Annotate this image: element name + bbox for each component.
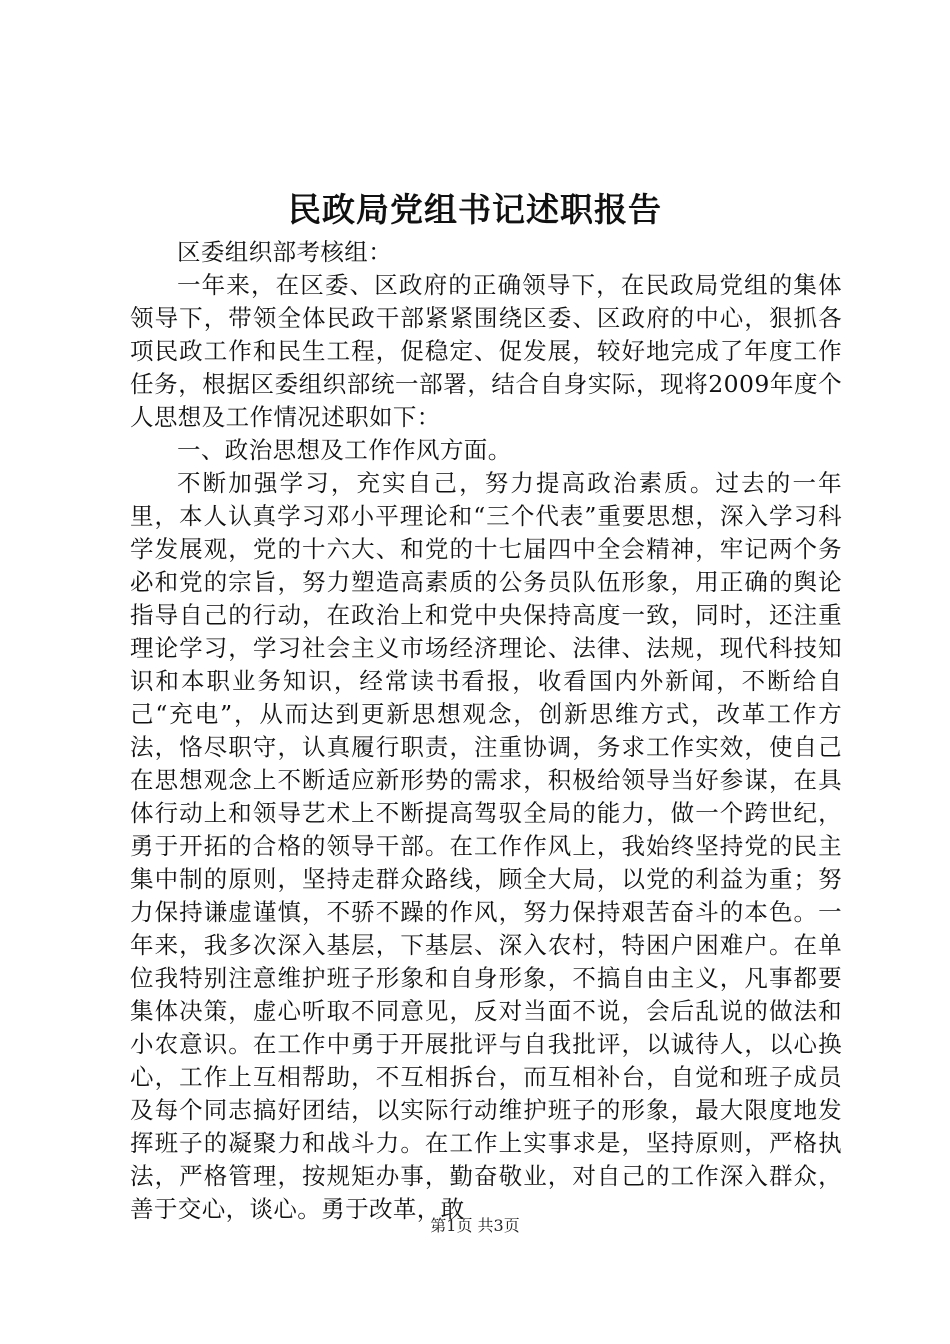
- intro-paragraph: 一年来，在区委、区政府的正确领导下，在民政局党组的集体领导下，带领全体民政干部紧紧围绕区委、区政府的中心，狠抓各项民政工作和民生工程，促稳定、促发展，较好地完成了年度工作任务，根据区委组织部统一部署，结合自身实际，现将2009年度个人思想及工作情况述职如下：: [130, 271, 842, 431]
- body-paragraph: 不断加强学习，充实自己，努力提高政治素质。过去的一年里，本人认真学习邓小平理论和“三个代表”重要思想，深入学习科学发展观，党的十六大、和党的十七届四中全会精神，牢记两个务必和党的宗旨，努力塑造高素质的公务员队伍形象，用正确的舆论指导自己的行动，在政治上和党中央保持高度一致，同时，还注重理论学习，学习社会主义市场经济理论、法律、法规，现代科技知识和本职业务知识，经常读书看报，收看国内外新闻，不断给自己“充电”，从而达到更新思想观念，创新思维方式，改革工作方法，恪尽职守，认真履行职责，注重协调，务求工作实效，使自己在思想观念上不断适应新形势的需求，积极给领导当好参谋，在具体行动上和领导艺术上不断提高驾驭全局的能力，做一个跨世纪，勇于开拓的合格的领导干部。在工作作风上，我始终坚持党的民主集中制的原则，坚持走群众路线，顾全大局，以党的利益为重；努力保持谦虚谨慎，不骄不躁的作风，努力保持艰苦奋斗的本色。一年来，我多次深入基层，下基层、深入农村，特困户困难户。在单位我特别注意维护班子形象和自身形象，不搞自由主义，凡事都要集体决策，虚心听取不同意见，反对当面不说，会后乱说的做法和小农意识。在工作中勇于开展批评与自我批评，以诚待人，以心换心，工作上互相帮助，不互相拆台，而互相补台，自觉和班子成员及每个同志搞好团结，以实际行动维护班子的形象，最大限度地发挥班子的凝聚力和战斗力。在工作上实事求是，坚持原则，严格执法，严格管理，按规矩办事，勤奋敬业，对自己的工作深入群众，善于交心，谈心。勇于改革，敢: [130, 469, 842, 1223]
- document-title: 民政局党组书记述职报告: [288, 190, 662, 229]
- salutation-paragraph: 区委组织部考核组：: [177, 238, 393, 266]
- section-heading: 一、政治思想及工作作风方面。: [177, 436, 512, 464]
- document-body: [130, 236, 842, 1226]
- page-footer: 第1页 共3页: [430, 1216, 520, 1235]
